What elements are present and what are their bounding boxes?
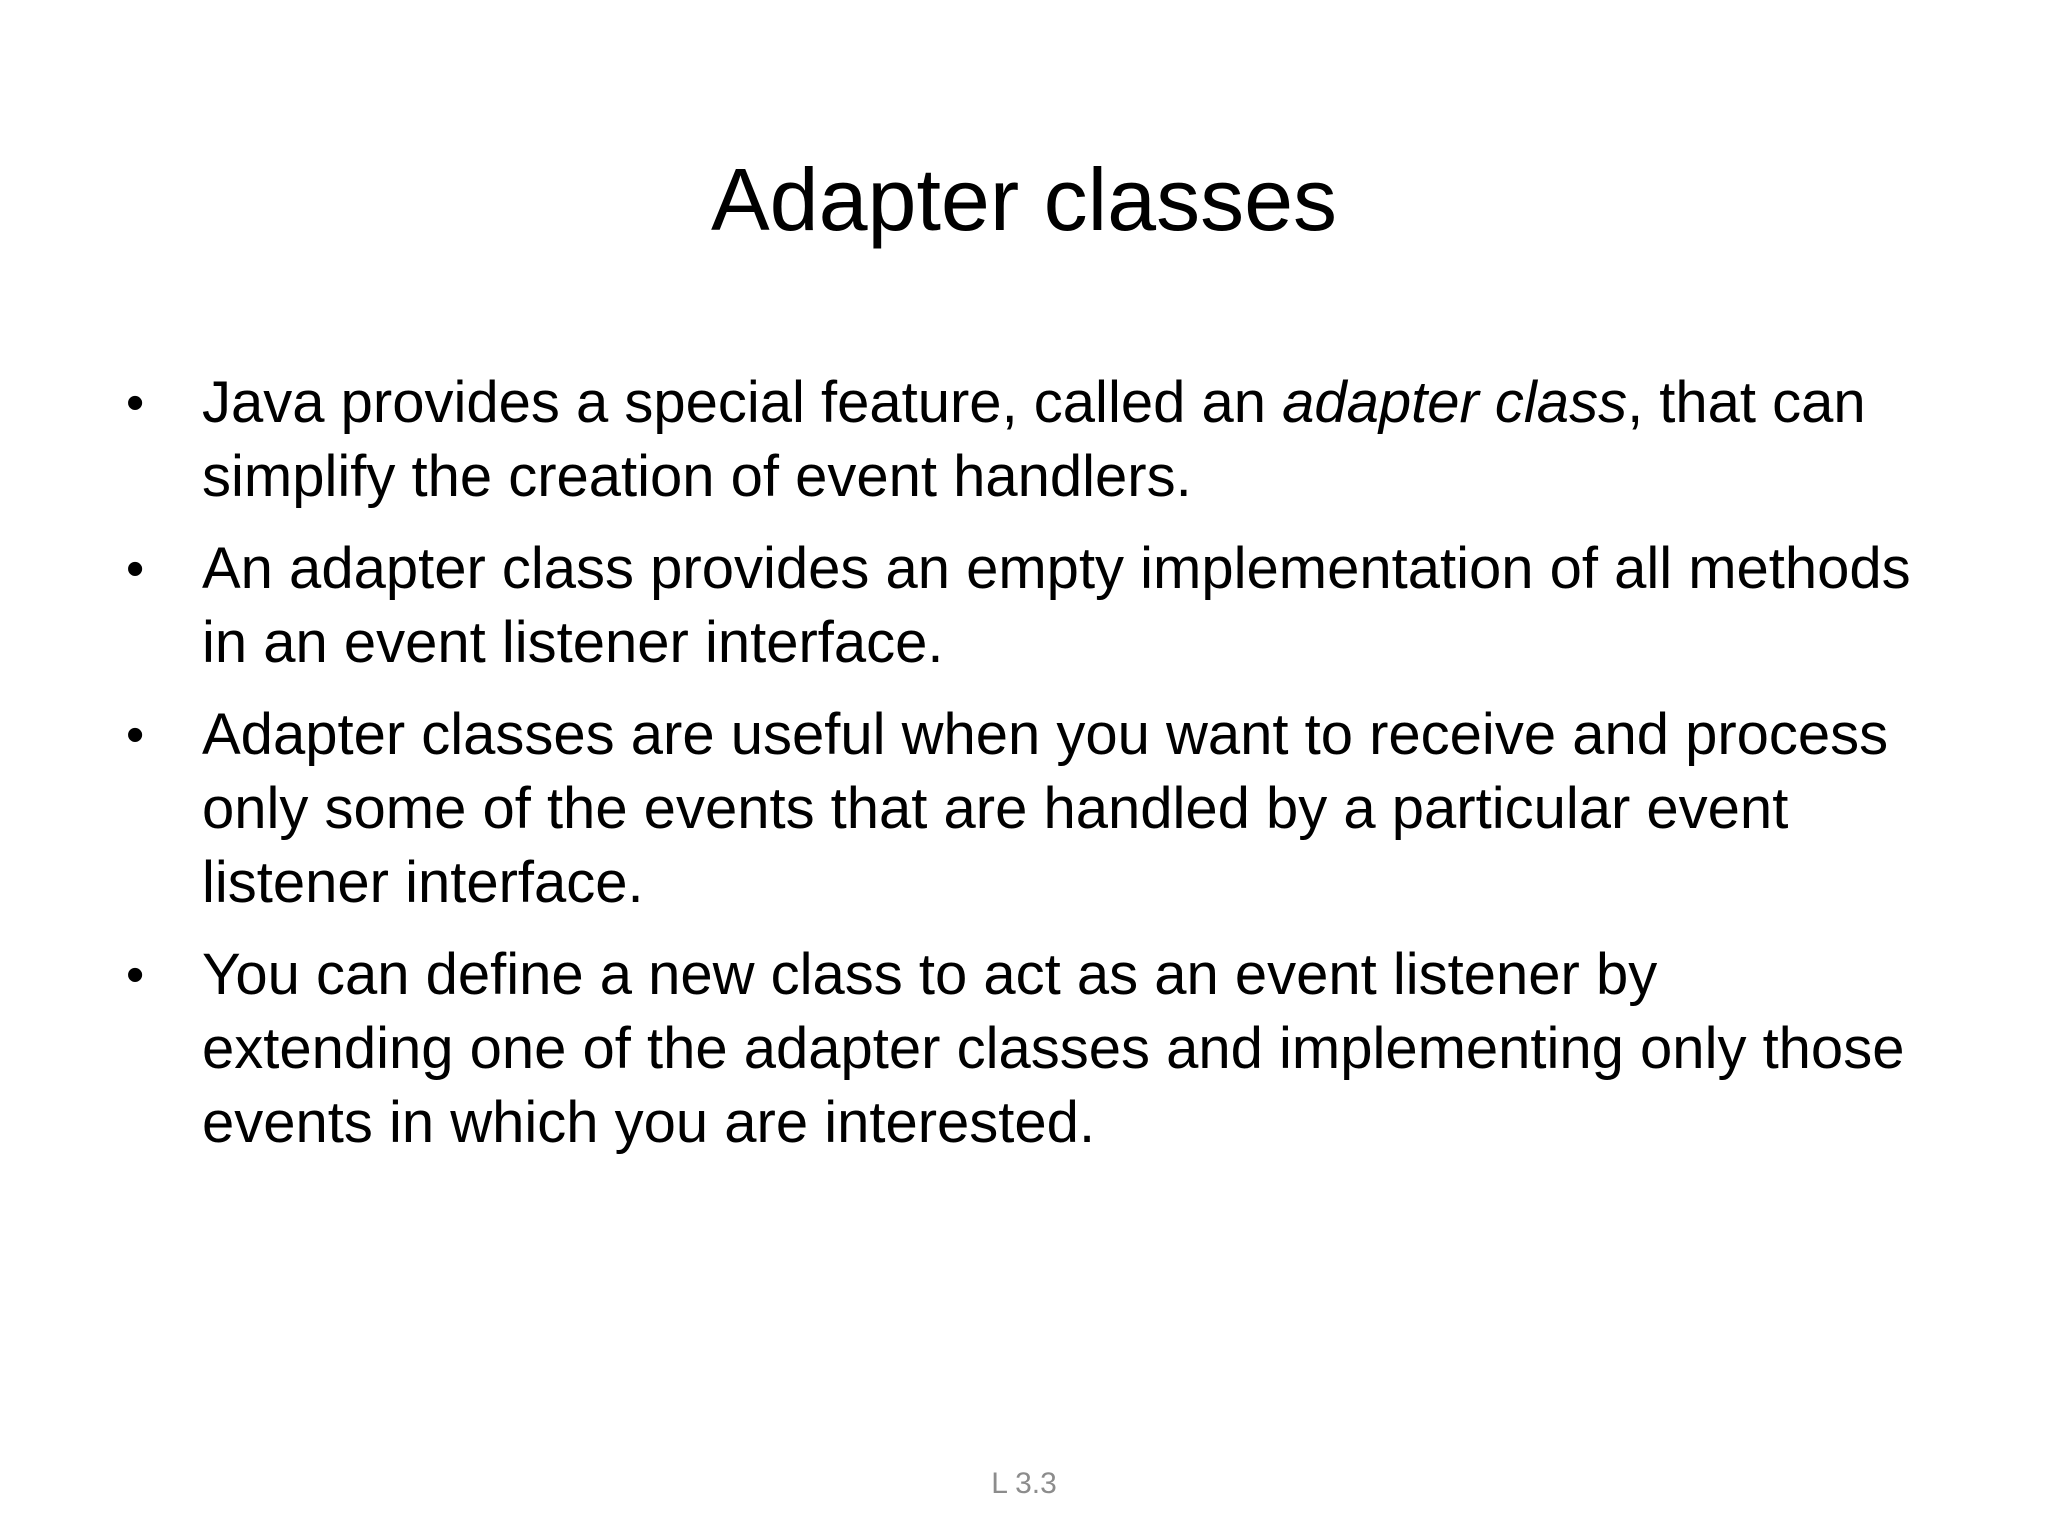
bullet-icon: • bbox=[126, 946, 145, 1004]
bullet-item bbox=[120, 938, 1920, 1160]
slide-footer-label: L 3.3 bbox=[991, 1467, 1057, 1500]
slide-title: Adapter classes bbox=[710, 150, 1338, 249]
bullet-item bbox=[120, 366, 1920, 514]
bullet-text-end: , that can simplify the creation of event handlers. bbox=[202, 370, 1866, 509]
bullet-text: An adapter class provides an empty implementation of all methods in an event listener interface. bbox=[202, 536, 1911, 675]
bullet-text: You can define a new class to act as an event listener by extending one of the adapter classes and implementing only those events in which you are interested. bbox=[202, 942, 1905, 1155]
bullet-icon: • bbox=[126, 540, 145, 598]
bullet-text-start: Java provides a special feature, called an bbox=[202, 370, 1283, 435]
bullet-item bbox=[120, 698, 1920, 920]
bullet-item bbox=[120, 532, 1920, 680]
bullet-icon: • bbox=[126, 706, 145, 764]
bullet-text: Adapter classes are useful when you want to receive and process only some of the events that are handled by a particular event listener interface. bbox=[202, 702, 1889, 915]
bullet-text-italic: adapter class bbox=[1282, 370, 1628, 435]
bullet-list bbox=[120, 366, 1920, 1178]
bullet-icon: • bbox=[126, 374, 145, 432]
